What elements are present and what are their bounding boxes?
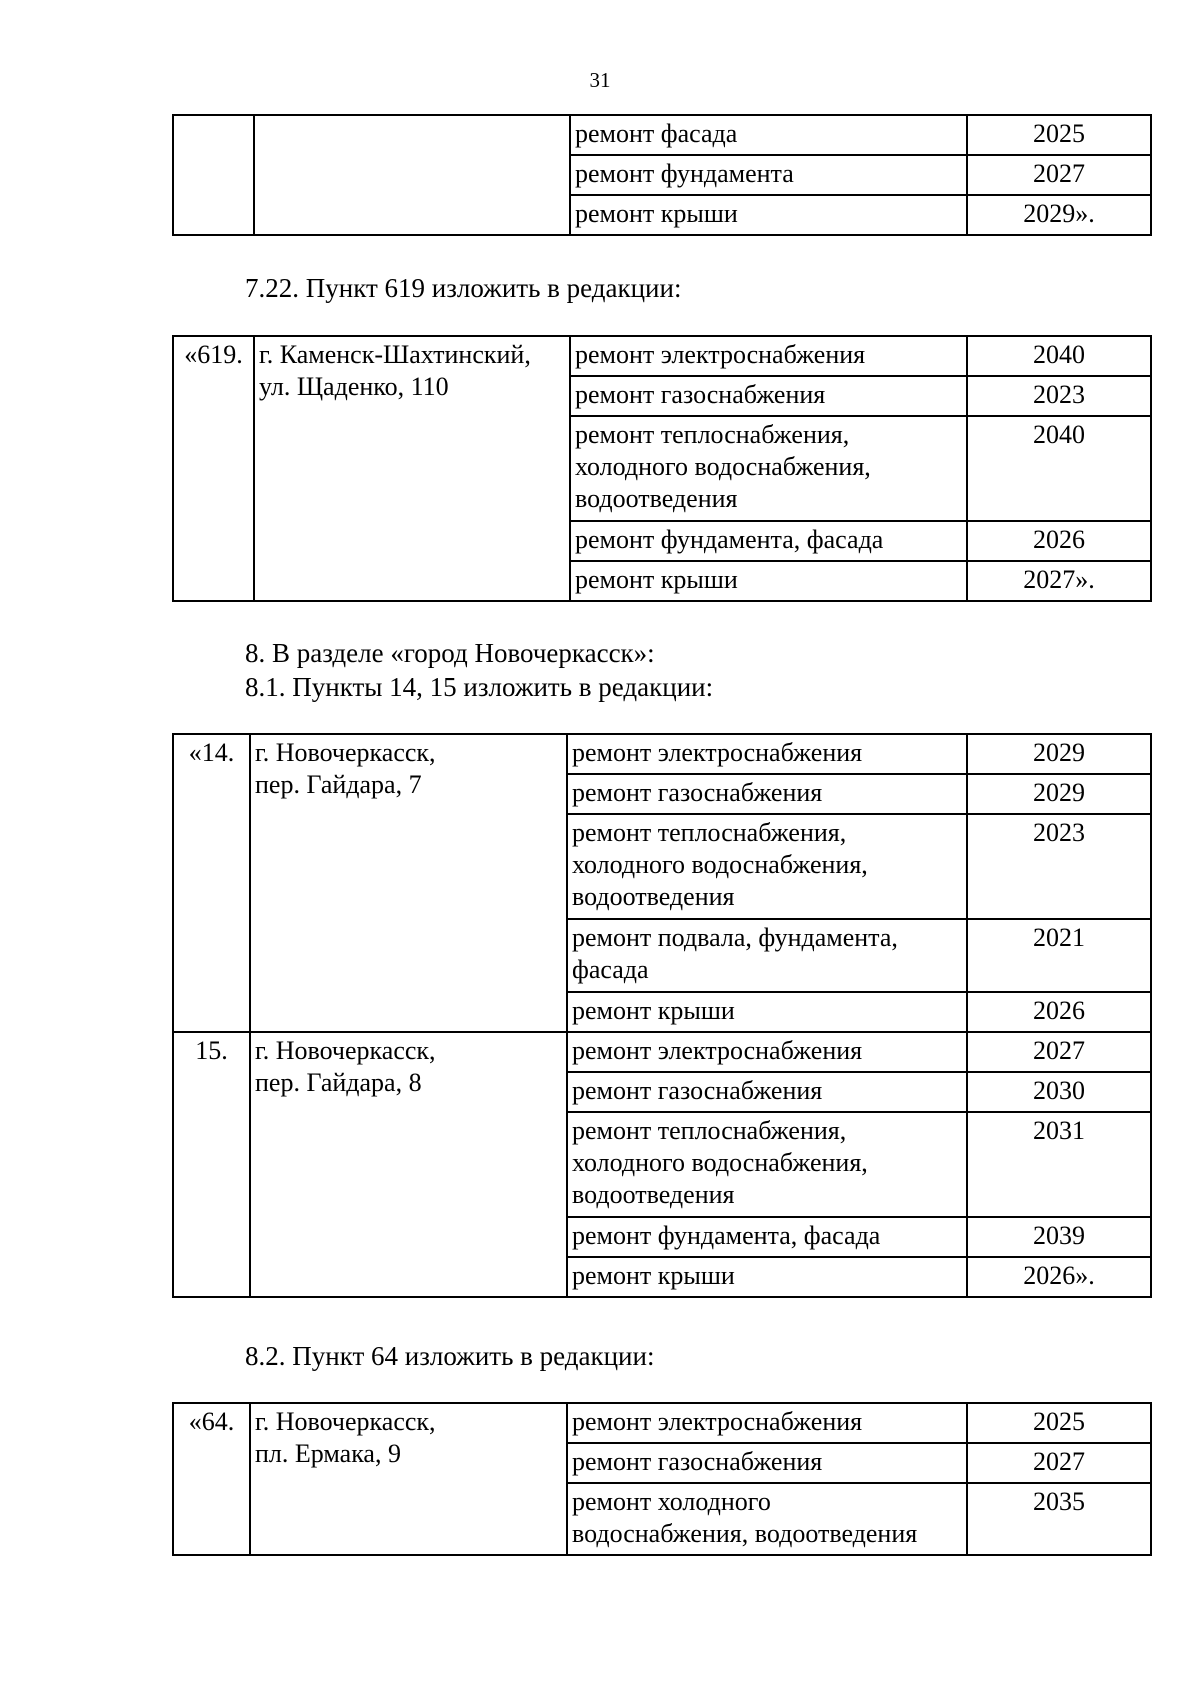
work-line: водоотведения (575, 484, 738, 513)
work-line: ремонт теплоснабжения, (572, 1116, 847, 1145)
work-line: холодного водоснабжения, (572, 850, 868, 879)
year-cell: 2029 (967, 774, 1151, 814)
address-cell (250, 1403, 567, 1555)
number-cell (173, 115, 254, 235)
paragraph-8-1: 8.1. Пункты 14, 15 изложить в редакции: (245, 672, 714, 702)
year-cell: 2026». (967, 1257, 1151, 1297)
work-cell: ремонт электроснабжения (567, 734, 967, 774)
number-cell: «619. (173, 336, 254, 601)
year-cell: 2039 (967, 1217, 1151, 1257)
table-row (173, 734, 1151, 774)
paragraph-8: 8. В разделе «город Новочеркасск»: (245, 638, 655, 668)
work-cell (567, 919, 967, 992)
year-cell: 2021 (967, 919, 1151, 992)
address-cell (254, 115, 570, 235)
year-cell: 2025 (967, 1403, 1151, 1443)
work-line: водоснабжения, водоотведения (572, 1519, 918, 1548)
work-cell: ремонт фундамента, фасада (570, 521, 967, 561)
paragraph-8-2: 8.2. Пункт 64 изложить в редакции: (245, 1341, 655, 1371)
year-cell: 2030 (967, 1072, 1151, 1112)
year-cell: 2027 (967, 1032, 1151, 1072)
address-cell (250, 734, 567, 1032)
year-cell: 2027». (967, 561, 1151, 601)
address-cell (254, 336, 570, 601)
work-line: водоотведения (572, 882, 735, 911)
work-cell: ремонт газоснабжения (567, 1443, 967, 1483)
work-cell: ремонт газоснабжения (570, 376, 967, 416)
year-cell: 2023 (967, 814, 1151, 919)
table-row (173, 336, 1151, 376)
address-line-2: пл. Ермака, 9 (255, 1439, 401, 1468)
year-cell: 2029 (967, 734, 1151, 774)
year-cell: 2031 (967, 1112, 1151, 1217)
year-cell: 2023 (967, 376, 1151, 416)
table-items-14-15 (172, 733, 1152, 1298)
table-row (173, 1403, 1151, 1443)
work-cell: ремонт газоснабжения (567, 1072, 967, 1112)
table-item-619 (172, 335, 1152, 602)
work-cell (570, 416, 967, 521)
year-cell: 2027 (967, 1443, 1151, 1483)
continuation-table (172, 114, 1152, 236)
work-cell: ремонт крыши (570, 561, 967, 601)
year-cell: 2040 (967, 416, 1151, 521)
number-cell: 15. (173, 1032, 250, 1297)
year-cell: 2025 (967, 115, 1151, 155)
work-cell: ремонт фундамента, фасада (567, 1217, 967, 1257)
year-cell: 2035 (967, 1483, 1151, 1555)
work-line: ремонт холодного (572, 1487, 771, 1516)
address-line-1: г. Каменск-Шахтинский, (259, 340, 531, 369)
number-cell: «64. (173, 1403, 250, 1555)
work-line: ремонт подвала, фундамента, (572, 923, 898, 952)
work-cell: ремонт фасада (570, 115, 967, 155)
address-line-1: г. Новочеркасск, (255, 1407, 436, 1436)
work-line: холодного водоснабжения, (575, 452, 871, 481)
page-number: 31 (589, 68, 611, 92)
year-cell: 2029». (967, 195, 1151, 235)
work-cell: ремонт электроснабжения (567, 1032, 967, 1072)
work-cell: ремонт электроснабжения (570, 336, 967, 376)
work-cell: ремонт электроснабжения (567, 1403, 967, 1443)
work-cell: ремонт крыши (570, 195, 967, 235)
work-line: ремонт теплоснабжения, (572, 818, 847, 847)
table-item-64 (172, 1402, 1152, 1556)
address-line-2: пер. Гайдара, 8 (255, 1068, 422, 1097)
work-cell: ремонт крыши (567, 1257, 967, 1297)
table-row (173, 115, 1151, 155)
work-cell (567, 1112, 967, 1217)
work-line: холодного водоснабжения, (572, 1148, 868, 1177)
address-cell (250, 1032, 567, 1297)
year-cell: 2027 (967, 155, 1151, 195)
work-cell: ремонт крыши (567, 992, 967, 1032)
year-cell: 2040 (967, 336, 1151, 376)
work-cell: ремонт фундамента (570, 155, 967, 195)
address-line-1: г. Новочеркасск, (255, 1036, 436, 1065)
table-row (173, 1032, 1151, 1072)
work-cell (567, 1483, 967, 1555)
address-line-1: г. Новочеркасск, (255, 738, 436, 767)
paragraph-7-22: 7.22. Пункт 619 изложить в редакции: (245, 273, 682, 303)
work-line: водоотведения (572, 1180, 735, 1209)
work-line: фасада (572, 955, 649, 984)
work-cell (567, 814, 967, 919)
year-cell: 2026 (967, 992, 1151, 1032)
work-line: ремонт теплоснабжения, (575, 420, 850, 449)
address-line-2: пер. Гайдара, 7 (255, 770, 422, 799)
work-cell: ремонт газоснабжения (567, 774, 967, 814)
year-cell: 2026 (967, 521, 1151, 561)
number-cell: «14. (173, 734, 250, 1032)
address-line-2: ул. Щаденко, 110 (259, 372, 449, 401)
